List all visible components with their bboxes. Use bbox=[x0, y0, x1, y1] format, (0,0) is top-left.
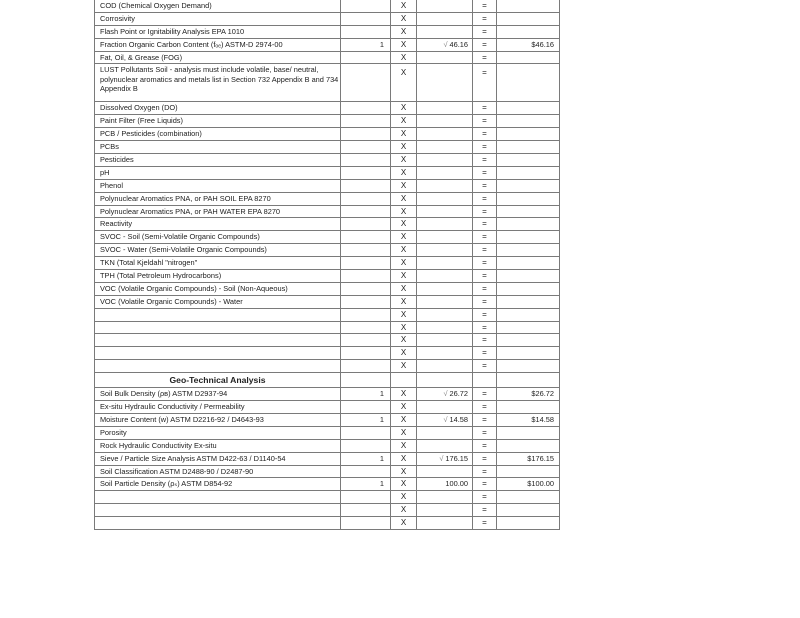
unit-price-cell bbox=[416, 193, 472, 205]
analytical-row bbox=[94, 309, 560, 322]
line-total-cell bbox=[496, 440, 560, 452]
unit-price-cell bbox=[416, 414, 472, 426]
unit-price-cell bbox=[416, 270, 472, 282]
test-description: VOC (Volatile Organic Compounds) - Soil (Non-Aqueous) bbox=[94, 283, 340, 295]
quantity-cell bbox=[340, 466, 390, 478]
unit-price-cell bbox=[416, 0, 472, 12]
unit-price-cell bbox=[416, 296, 472, 308]
equals-symbol: = bbox=[472, 206, 496, 218]
equals-symbol: = bbox=[472, 102, 496, 114]
equals-symbol: = bbox=[472, 478, 496, 490]
equals-symbol: = bbox=[472, 334, 496, 346]
equals-symbol: = bbox=[472, 453, 496, 465]
equals-symbol: = bbox=[472, 244, 496, 256]
unit-price-cell bbox=[416, 466, 472, 478]
line-total-cell bbox=[496, 180, 560, 192]
test-description bbox=[94, 309, 340, 321]
analytical-row bbox=[94, 128, 560, 141]
quantity-cell bbox=[340, 427, 390, 439]
quantity-cell bbox=[340, 180, 390, 192]
quantity-cell bbox=[340, 52, 390, 64]
line-total-cell: $26.72 bbox=[496, 388, 560, 400]
line-total-cell bbox=[496, 154, 560, 166]
quantity-cell bbox=[340, 64, 390, 101]
multiply-symbol: X bbox=[390, 440, 416, 452]
analytical-row bbox=[94, 52, 560, 65]
unit-price-cell bbox=[416, 26, 472, 38]
line-total-cell bbox=[496, 296, 560, 308]
quantity-cell: 1 bbox=[340, 39, 390, 51]
equals-symbol: = bbox=[472, 427, 496, 439]
checkmark-icon: √ bbox=[443, 389, 448, 399]
test-description: Phenol bbox=[94, 180, 340, 192]
line-total-cell bbox=[496, 64, 560, 101]
unit-price-cell bbox=[416, 167, 472, 179]
quantity-cell bbox=[340, 0, 390, 12]
unit-price-cell bbox=[416, 128, 472, 140]
line-total-cell bbox=[496, 115, 560, 127]
quantity-cell bbox=[340, 167, 390, 179]
equals-symbol: = bbox=[472, 141, 496, 153]
section-heading: Geo-Technical Analysis bbox=[94, 373, 340, 387]
test-description bbox=[94, 517, 340, 529]
quantity-cell bbox=[340, 102, 390, 114]
multiply-symbol: X bbox=[390, 26, 416, 38]
unit-price-cell bbox=[416, 504, 472, 516]
equals-symbol: = bbox=[472, 26, 496, 38]
test-description bbox=[94, 504, 340, 516]
unit-price-cell bbox=[416, 478, 472, 490]
multiply-symbol: X bbox=[390, 141, 416, 153]
line-total-cell bbox=[496, 52, 560, 64]
test-description: Fat, Oil, & Grease (FOG) bbox=[94, 52, 340, 64]
multiply-symbol: X bbox=[390, 64, 416, 101]
analytical-row bbox=[94, 257, 560, 270]
test-description: SVOC - Soil (Semi-Volatile Organic Compounds) bbox=[94, 231, 340, 243]
line-total-cell bbox=[496, 401, 560, 413]
analytical-row bbox=[94, 206, 560, 219]
unit-price-value: 176.15 bbox=[445, 453, 468, 463]
line-total-cell bbox=[496, 206, 560, 218]
unit-price-cell bbox=[416, 401, 472, 413]
line-total-cell bbox=[496, 517, 560, 529]
equals-symbol: = bbox=[472, 154, 496, 166]
analytical-row bbox=[94, 270, 560, 283]
multiply-symbol: X bbox=[390, 360, 416, 372]
line-total-cell bbox=[496, 427, 560, 439]
unit-price-cell bbox=[416, 154, 472, 166]
line-total-cell bbox=[496, 244, 560, 256]
line-total-cell bbox=[496, 360, 560, 372]
analytical-row bbox=[94, 244, 560, 257]
multiply-symbol: X bbox=[390, 388, 416, 400]
quantity-cell bbox=[340, 322, 390, 334]
line-total-cell bbox=[496, 26, 560, 38]
equals-symbol: = bbox=[472, 115, 496, 127]
multiply-symbol: X bbox=[390, 466, 416, 478]
quantity-cell bbox=[340, 440, 390, 452]
header-blank-cell bbox=[496, 373, 560, 387]
test-description: TPH (Total Petroleum Hydrocarbons) bbox=[94, 270, 340, 282]
unit-price-cell bbox=[416, 440, 472, 452]
quantity-cell bbox=[340, 296, 390, 308]
multiply-symbol: X bbox=[390, 414, 416, 426]
quantity-cell: 1 bbox=[340, 478, 390, 490]
quantity-cell bbox=[340, 218, 390, 230]
line-total-cell: $46.16 bbox=[496, 39, 560, 51]
test-description: Soil Classification ASTM D2488-90 / D2487-90 bbox=[94, 466, 340, 478]
multiply-symbol: X bbox=[390, 401, 416, 413]
line-total-cell bbox=[496, 466, 560, 478]
line-total-cell: $100.00 bbox=[496, 478, 560, 490]
equals-symbol: = bbox=[472, 13, 496, 25]
test-description bbox=[94, 491, 340, 503]
equals-symbol: = bbox=[472, 257, 496, 269]
unit-price-value: 14.58 bbox=[449, 414, 468, 424]
unit-price-cell bbox=[416, 283, 472, 295]
unit-price-cell bbox=[416, 180, 472, 192]
equals-symbol: = bbox=[472, 39, 496, 51]
line-total-cell bbox=[496, 128, 560, 140]
geo-technical-row bbox=[94, 491, 560, 504]
line-total-cell bbox=[496, 322, 560, 334]
quantity-cell bbox=[340, 154, 390, 166]
multiply-symbol: X bbox=[390, 52, 416, 64]
multiply-symbol: X bbox=[390, 244, 416, 256]
analytical-row bbox=[94, 154, 560, 167]
unit-price-cell bbox=[416, 218, 472, 230]
quantity-cell bbox=[340, 26, 390, 38]
test-description: Sieve / Particle Size Analysis ASTM D422-63 / D1140-54 bbox=[94, 453, 340, 465]
equals-symbol: = bbox=[472, 128, 496, 140]
equals-symbol: = bbox=[472, 388, 496, 400]
quantity-cell bbox=[340, 401, 390, 413]
geo-technical-row bbox=[94, 517, 560, 530]
multiply-symbol: X bbox=[390, 309, 416, 321]
quantity-cell bbox=[340, 347, 390, 359]
test-description: Dissolved Oxygen (DO) bbox=[94, 102, 340, 114]
equals-symbol: = bbox=[472, 309, 496, 321]
fee-schedule-table bbox=[94, 0, 560, 530]
unit-price-cell bbox=[416, 427, 472, 439]
quantity-cell bbox=[340, 491, 390, 503]
analytical-row bbox=[94, 218, 560, 231]
multiply-symbol: X bbox=[390, 334, 416, 346]
multiply-symbol: X bbox=[390, 478, 416, 490]
test-description: Polynuclear Aromatics PNA, or PAH WATER EPA 8270 bbox=[94, 206, 340, 218]
analytical-row bbox=[94, 39, 560, 52]
equals-symbol: = bbox=[472, 414, 496, 426]
unit-price-cell bbox=[416, 206, 472, 218]
geo-technical-header-row bbox=[94, 373, 560, 388]
test-description: Soil Particle Density (ρₛ) ASTM D854-92 bbox=[94, 478, 340, 490]
geo-technical-row bbox=[94, 466, 560, 479]
checkmark-icon: √ bbox=[443, 414, 448, 424]
equals-symbol: = bbox=[472, 218, 496, 230]
multiply-symbol: X bbox=[390, 283, 416, 295]
quantity-cell bbox=[340, 270, 390, 282]
line-total-cell bbox=[496, 141, 560, 153]
line-total-cell bbox=[496, 504, 560, 516]
unit-price-cell bbox=[416, 517, 472, 529]
header-blank-cell bbox=[472, 373, 496, 387]
quantity-cell bbox=[340, 206, 390, 218]
multiply-symbol: X bbox=[390, 491, 416, 503]
multiply-symbol: X bbox=[390, 517, 416, 529]
test-description: PCB / Pesticides (combination) bbox=[94, 128, 340, 140]
test-description: Ex-situ Hydraulic Conductivity / Permeability bbox=[94, 401, 340, 413]
unit-price-cell bbox=[416, 491, 472, 503]
geo-technical-row bbox=[94, 401, 560, 414]
quantity-cell bbox=[340, 334, 390, 346]
quantity-cell: 1 bbox=[340, 453, 390, 465]
equals-symbol: = bbox=[472, 167, 496, 179]
quantity-cell bbox=[340, 360, 390, 372]
checkmark-icon: √ bbox=[443, 39, 448, 49]
analytical-row bbox=[94, 193, 560, 206]
header-blank-cell bbox=[340, 373, 390, 387]
test-description bbox=[94, 322, 340, 334]
analytical-row bbox=[94, 231, 560, 244]
geo-technical-row bbox=[94, 388, 560, 401]
line-total-cell bbox=[496, 334, 560, 346]
multiply-symbol: X bbox=[390, 167, 416, 179]
header-blank-cell bbox=[390, 373, 416, 387]
unit-price-cell bbox=[416, 453, 472, 465]
unit-price-cell bbox=[416, 388, 472, 400]
unit-price-cell bbox=[416, 13, 472, 25]
line-total-cell bbox=[496, 218, 560, 230]
line-total-cell bbox=[496, 309, 560, 321]
quantity-cell bbox=[340, 193, 390, 205]
quantity-cell bbox=[340, 283, 390, 295]
geo-technical-row bbox=[94, 504, 560, 517]
geo-technical-row bbox=[94, 414, 560, 427]
multiply-symbol: X bbox=[390, 322, 416, 334]
quantity-cell bbox=[340, 504, 390, 516]
geo-technical-row bbox=[94, 427, 560, 440]
unit-price-value: 26.72 bbox=[449, 389, 468, 399]
multiply-symbol: X bbox=[390, 427, 416, 439]
multiply-symbol: X bbox=[390, 231, 416, 243]
quantity-cell bbox=[340, 257, 390, 269]
line-total-cell bbox=[496, 257, 560, 269]
unit-price-cell bbox=[416, 141, 472, 153]
analytical-row bbox=[94, 26, 560, 39]
line-total-cell bbox=[496, 102, 560, 114]
multiply-symbol: X bbox=[390, 296, 416, 308]
unit-price-cell bbox=[416, 334, 472, 346]
unit-price-cell bbox=[416, 347, 472, 359]
multiply-symbol: X bbox=[390, 347, 416, 359]
analytical-row bbox=[94, 0, 560, 13]
test-description: Flash Point or Ignitability Analysis EPA 1010 bbox=[94, 26, 340, 38]
analytical-row bbox=[94, 296, 560, 309]
multiply-symbol: X bbox=[390, 128, 416, 140]
test-description: Polynuclear Aromatics PNA, or PAH SOIL EPA 8270 bbox=[94, 193, 340, 205]
unit-price-cell bbox=[416, 115, 472, 127]
analytical-row bbox=[94, 334, 560, 347]
equals-symbol: = bbox=[472, 347, 496, 359]
multiply-symbol: X bbox=[390, 102, 416, 114]
unit-price-cell bbox=[416, 360, 472, 372]
quantity-cell bbox=[340, 13, 390, 25]
geo-technical-row bbox=[94, 453, 560, 466]
unit-price-cell bbox=[416, 231, 472, 243]
analytical-row bbox=[94, 102, 560, 115]
equals-symbol: = bbox=[472, 283, 496, 295]
unit-price-value: 100.00 bbox=[445, 479, 468, 489]
test-description: Corrosivity bbox=[94, 13, 340, 25]
equals-symbol: = bbox=[472, 517, 496, 529]
equals-symbol: = bbox=[472, 231, 496, 243]
analytical-row bbox=[94, 64, 560, 102]
multiply-symbol: X bbox=[390, 270, 416, 282]
test-description: Reactivity bbox=[94, 218, 340, 230]
equals-symbol: = bbox=[472, 440, 496, 452]
unit-price-cell bbox=[416, 322, 472, 334]
analytical-row bbox=[94, 167, 560, 180]
multiply-symbol: X bbox=[390, 453, 416, 465]
checkmark-icon: √ bbox=[439, 453, 444, 463]
analytical-row bbox=[94, 322, 560, 335]
unit-price-cell bbox=[416, 257, 472, 269]
test-description bbox=[94, 334, 340, 346]
analytical-row bbox=[94, 283, 560, 296]
test-description: Rock Hydraulic Conductivity Ex-situ bbox=[94, 440, 340, 452]
test-description: SVOC - Water (Semi-Volatile Organic Compounds) bbox=[94, 244, 340, 256]
equals-symbol: = bbox=[472, 401, 496, 413]
multiply-symbol: X bbox=[390, 504, 416, 516]
analytical-row bbox=[94, 360, 560, 373]
equals-symbol: = bbox=[472, 322, 496, 334]
unit-price-cell bbox=[416, 52, 472, 64]
line-total-cell bbox=[496, 491, 560, 503]
quantity-cell bbox=[340, 517, 390, 529]
analytical-row bbox=[94, 115, 560, 128]
equals-symbol: = bbox=[472, 360, 496, 372]
line-total-cell: $176.15 bbox=[496, 453, 560, 465]
unit-price-cell bbox=[416, 39, 472, 51]
multiply-symbol: X bbox=[390, 193, 416, 205]
equals-symbol: = bbox=[472, 0, 496, 12]
multiply-symbol: X bbox=[390, 218, 416, 230]
equals-symbol: = bbox=[472, 504, 496, 516]
analytical-row bbox=[94, 347, 560, 360]
multiply-symbol: X bbox=[390, 206, 416, 218]
quantity-cell bbox=[340, 309, 390, 321]
geo-technical-row bbox=[94, 440, 560, 453]
line-total-cell bbox=[496, 283, 560, 295]
test-description: PCBs bbox=[94, 141, 340, 153]
multiply-symbol: X bbox=[390, 13, 416, 25]
multiply-symbol: X bbox=[390, 257, 416, 269]
test-description bbox=[94, 347, 340, 359]
quantity-cell bbox=[340, 128, 390, 140]
analytical-row bbox=[94, 180, 560, 193]
unit-price-cell bbox=[416, 309, 472, 321]
line-total-cell bbox=[496, 13, 560, 25]
multiply-symbol: X bbox=[390, 0, 416, 12]
equals-symbol: = bbox=[472, 466, 496, 478]
equals-symbol: = bbox=[472, 270, 496, 282]
quantity-cell bbox=[340, 231, 390, 243]
equals-symbol: = bbox=[472, 52, 496, 64]
multiply-symbol: X bbox=[390, 39, 416, 51]
line-total-cell bbox=[496, 0, 560, 12]
analytical-row bbox=[94, 13, 560, 26]
quantity-cell: 1 bbox=[340, 414, 390, 426]
unit-price-cell bbox=[416, 244, 472, 256]
test-description: Moisture Content (w) ASTM D2216-92 / D4643-93 bbox=[94, 414, 340, 426]
test-description: pH bbox=[94, 167, 340, 179]
quantity-cell: 1 bbox=[340, 388, 390, 400]
equals-symbol: = bbox=[472, 180, 496, 192]
unit-price-cell bbox=[416, 64, 472, 101]
equals-symbol: = bbox=[472, 491, 496, 503]
geo-technical-row bbox=[94, 478, 560, 491]
quantity-cell bbox=[340, 115, 390, 127]
test-description: LUST Pollutants Soil - analysis must include volatile, base/ neutral, polynuclear aromatics and metals list in Section 732 Appendix B and 734 Appendix B bbox=[94, 64, 340, 101]
analytical-row bbox=[94, 141, 560, 154]
test-description bbox=[94, 360, 340, 372]
test-description: VOC (Volatile Organic Compounds) - Water bbox=[94, 296, 340, 308]
unit-price-cell bbox=[416, 102, 472, 114]
test-description: COD (Chemical Oxygen Demand) bbox=[94, 0, 340, 12]
test-description: TKN (Total Kjeldahl "nitrogen" bbox=[94, 257, 340, 269]
test-description: Porosity bbox=[94, 427, 340, 439]
test-description: Soil Bulk Density (ρʙ) ASTM D2937-94 bbox=[94, 388, 340, 400]
header-blank-cell bbox=[416, 373, 472, 387]
line-total-cell bbox=[496, 193, 560, 205]
line-total-cell bbox=[496, 167, 560, 179]
quantity-cell bbox=[340, 244, 390, 256]
line-total-cell bbox=[496, 270, 560, 282]
line-total-cell bbox=[496, 231, 560, 243]
test-description: Pesticides bbox=[94, 154, 340, 166]
multiply-symbol: X bbox=[390, 154, 416, 166]
line-total-cell bbox=[496, 347, 560, 359]
multiply-symbol: X bbox=[390, 180, 416, 192]
equals-symbol: = bbox=[472, 64, 496, 101]
equals-symbol: = bbox=[472, 193, 496, 205]
unit-price-value: 46.16 bbox=[449, 39, 468, 49]
test-description: Fraction Organic Carbon Content (fₒₑ) ASTM-D 2974-00 bbox=[94, 39, 340, 51]
test-description: Paint Filter (Free Liquids) bbox=[94, 115, 340, 127]
equals-symbol: = bbox=[472, 296, 496, 308]
multiply-symbol: X bbox=[390, 115, 416, 127]
line-total-cell: $14.58 bbox=[496, 414, 560, 426]
quantity-cell bbox=[340, 141, 390, 153]
